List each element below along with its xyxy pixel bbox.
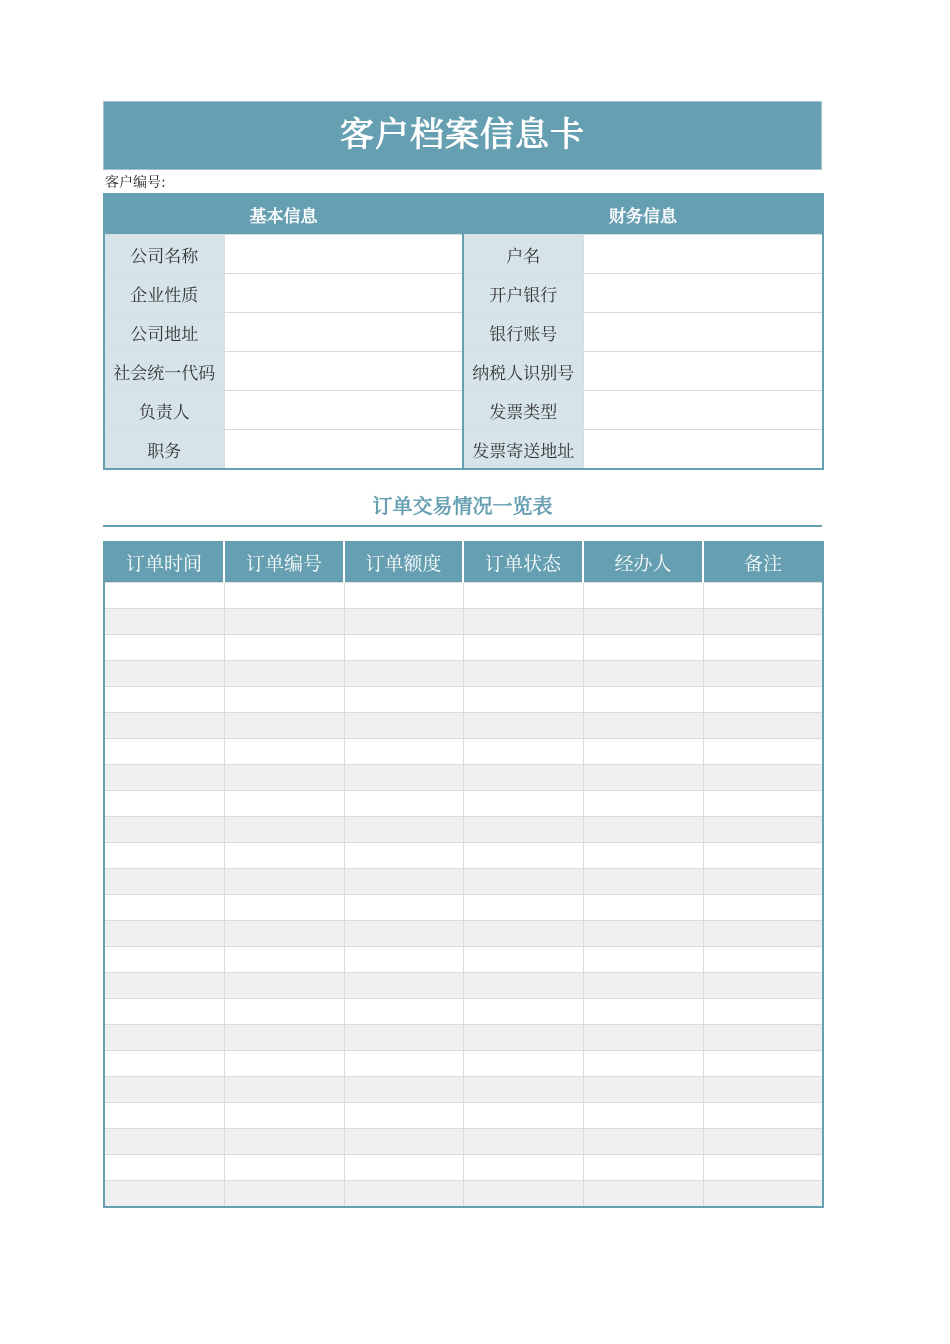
order-cell[interactable] [104,895,224,921]
order-cell[interactable] [463,713,583,739]
order-cell[interactable] [344,1025,463,1051]
finance-field-value-cell[interactable] [583,274,823,313]
order-cell[interactable] [703,921,823,947]
order-row [104,687,823,713]
order-cell[interactable] [104,713,224,739]
order-cell[interactable] [703,661,823,687]
order-cell[interactable] [104,1155,224,1181]
order-cell[interactable] [703,843,823,869]
order-cell[interactable] [344,1077,463,1103]
basic-field-label: 负责人 [104,391,224,430]
order-cell[interactable] [104,869,224,895]
info-row [104,391,823,430]
order-cell[interactable] [703,583,823,609]
order-cell[interactable] [224,635,344,661]
order-cell[interactable] [583,843,703,869]
orders-column-header: 经办人 [583,542,703,583]
order-cell[interactable] [583,1025,703,1051]
order-cell[interactable] [703,869,823,895]
order-cell[interactable] [703,713,823,739]
order-cell[interactable] [463,739,583,765]
order-cell[interactable] [104,1103,224,1129]
order-cell[interactable] [463,999,583,1025]
order-cell[interactable] [463,609,583,635]
customer-number-label: 客户编号: [105,175,166,191]
order-cell[interactable] [224,1051,344,1077]
basic-field-value-cell[interactable] [224,274,463,313]
order-cell[interactable] [104,1051,224,1077]
order-cell[interactable] [344,817,463,843]
order-cell[interactable] [224,1129,344,1155]
order-cell[interactable] [703,947,823,973]
order-row [104,843,823,869]
order-cell[interactable] [344,999,463,1025]
orders-table [103,541,824,1208]
order-cell[interactable] [463,1025,583,1051]
order-cell[interactable] [583,739,703,765]
order-cell[interactable] [703,1051,823,1077]
basic-field-value-cell[interactable] [224,391,463,430]
order-cell[interactable] [104,609,224,635]
finance-field-label: 户名 [463,235,583,274]
order-cell[interactable] [463,583,583,609]
order-row [104,869,823,895]
order-cell[interactable] [224,921,344,947]
order-row [104,635,823,661]
order-cell[interactable] [583,1181,703,1208]
order-cell[interactable] [224,973,344,999]
order-cell[interactable] [463,973,583,999]
order-cell[interactable] [583,583,703,609]
order-cell[interactable] [344,921,463,947]
order-cell[interactable] [344,713,463,739]
order-cell[interactable] [224,947,344,973]
order-row [104,999,823,1025]
finance-field-value-cell[interactable] [583,391,823,430]
order-row [104,609,823,635]
order-cell[interactable] [344,739,463,765]
order-cell[interactable] [104,843,224,869]
order-cell[interactable] [224,1155,344,1181]
order-cell[interactable] [104,999,224,1025]
order-cell[interactable] [703,999,823,1025]
order-cell[interactable] [703,1077,823,1103]
order-cell[interactable] [224,895,344,921]
order-cell[interactable] [344,609,463,635]
info-row [104,430,823,470]
orders-column-header: 订单时间 [104,542,224,583]
order-cell[interactable] [104,739,224,765]
order-cell[interactable] [583,895,703,921]
order-cell[interactable] [583,999,703,1025]
order-cell[interactable] [583,947,703,973]
finance-field-label: 开户银行 [463,274,583,313]
order-cell[interactable] [703,687,823,713]
finance-field-value-cell[interactable] [583,235,823,274]
order-cell[interactable] [463,635,583,661]
order-cell[interactable] [703,1129,823,1155]
order-cell[interactable] [463,1155,583,1181]
orders-column-header: 订单编号 [224,542,344,583]
order-row [104,947,823,973]
customer-profile-sheet [103,101,822,1208]
order-cell[interactable] [703,609,823,635]
order-cell[interactable] [583,1155,703,1181]
order-cell[interactable] [583,921,703,947]
order-row [104,1103,823,1129]
order-cell[interactable] [703,817,823,843]
order-cell[interactable] [344,1129,463,1155]
order-cell[interactable] [583,1103,703,1129]
sheet-title: 客户档案信息卡 [103,101,822,170]
order-row [104,895,823,921]
order-cell[interactable] [224,713,344,739]
basic-field-label: 公司地址 [104,313,224,352]
order-cell[interactable] [463,1103,583,1129]
order-cell[interactable] [344,973,463,999]
order-cell[interactable] [583,817,703,843]
info-row [104,235,823,274]
order-cell[interactable] [344,661,463,687]
basic-field-label: 公司名称 [104,235,224,274]
finance-field-value-cell[interactable] [583,313,823,352]
order-cell[interactable] [344,635,463,661]
order-row [104,661,823,687]
order-cell[interactable] [344,765,463,791]
order-cell[interactable] [344,1103,463,1129]
order-cell[interactable] [703,739,823,765]
finance-field-label: 银行账号 [463,313,583,352]
info-row [104,352,823,391]
order-cell[interactable] [344,869,463,895]
order-cell[interactable] [463,1129,583,1155]
order-cell[interactable] [703,1103,823,1129]
order-cell[interactable] [104,921,224,947]
order-cell[interactable] [344,1155,463,1181]
order-cell[interactable] [463,869,583,895]
order-cell[interactable] [104,973,224,999]
order-cell[interactable] [224,791,344,817]
order-cell[interactable] [224,1025,344,1051]
order-cell[interactable] [463,843,583,869]
order-cell[interactable] [224,765,344,791]
order-cell[interactable] [703,635,823,661]
order-row [104,713,823,739]
order-row [104,765,823,791]
order-cell[interactable] [104,583,224,609]
orders-column-header: 订单状态 [463,542,583,583]
order-row [104,1129,823,1155]
order-cell[interactable] [224,661,344,687]
order-cell[interactable] [463,791,583,817]
order-cell[interactable] [703,973,823,999]
order-cell[interactable] [463,1051,583,1077]
order-cell[interactable] [224,687,344,713]
finance-info-header: 财务信息 [463,194,823,235]
orders-column-header: 备注 [703,542,823,583]
order-cell[interactable] [224,843,344,869]
order-row [104,1155,823,1181]
order-cell[interactable] [463,1181,583,1208]
order-row [104,1051,823,1077]
order-cell[interactable] [344,583,463,609]
order-cell[interactable] [104,1025,224,1051]
order-row [104,1025,823,1051]
order-cell[interactable] [583,1051,703,1077]
order-cell[interactable] [104,1129,224,1155]
order-row [104,583,823,609]
orders-column-header: 订单额度 [344,542,463,583]
order-cell[interactable] [224,739,344,765]
order-cell[interactable] [583,713,703,739]
basic-field-value-cell[interactable] [224,235,463,274]
order-cell[interactable] [224,1077,344,1103]
order-row [104,1077,823,1103]
basic-field-value-cell[interactable] [224,430,463,470]
finance-field-label: 纳税人识别号 [463,352,583,391]
order-cell[interactable] [463,1077,583,1103]
order-cell[interactable] [463,765,583,791]
order-row [104,1181,823,1208]
order-cell[interactable] [104,817,224,843]
order-cell[interactable] [463,947,583,973]
basic-field-value-cell[interactable] [224,313,463,352]
order-row [104,921,823,947]
order-cell[interactable] [224,999,344,1025]
order-cell[interactable] [344,1051,463,1077]
order-cell[interactable] [703,765,823,791]
order-row [104,973,823,999]
order-cell[interactable] [224,583,344,609]
order-cell[interactable] [583,609,703,635]
order-row [104,739,823,765]
order-cell[interactable] [344,1181,463,1208]
order-cell[interactable] [703,791,823,817]
order-cell[interactable] [583,869,703,895]
order-cell[interactable] [583,1129,703,1155]
order-cell[interactable] [344,791,463,817]
finance-field-label: 发票寄送地址 [463,430,583,470]
basic-field-label: 职务 [104,430,224,470]
order-cell[interactable] [104,791,224,817]
order-cell[interactable] [703,1025,823,1051]
order-cell[interactable] [344,895,463,921]
order-cell[interactable] [104,1077,224,1103]
order-cell[interactable] [224,1181,344,1208]
basic-field-label: 企业性质 [104,274,224,313]
order-cell[interactable] [104,765,224,791]
basic-field-value-cell[interactable] [224,352,463,391]
order-cell[interactable] [703,1181,823,1208]
info-row [104,274,823,313]
order-cell[interactable] [703,895,823,921]
order-cell[interactable] [463,817,583,843]
orders-section-title: 订单交易情况一览表 [103,470,822,527]
order-cell[interactable] [104,687,224,713]
order-cell[interactable] [224,1103,344,1129]
info-row [104,313,823,352]
order-cell[interactable] [344,843,463,869]
finance-field-label: 发票类型 [463,391,583,430]
order-cell[interactable] [104,635,224,661]
order-cell[interactable] [583,635,703,661]
order-cell[interactable] [104,661,224,687]
order-cell[interactable] [583,765,703,791]
order-cell[interactable] [104,1181,224,1208]
order-cell[interactable] [463,921,583,947]
order-cell[interactable] [463,895,583,921]
basic-field-label: 社会统一代码 [104,352,224,391]
order-cell[interactable] [463,661,583,687]
order-cell[interactable] [224,817,344,843]
order-cell[interactable] [104,947,224,973]
order-cell[interactable] [583,687,703,713]
order-cell[interactable] [344,947,463,973]
order-cell[interactable] [224,869,344,895]
info-table [103,193,824,470]
order-cell[interactable] [703,1155,823,1181]
order-cell[interactable] [224,609,344,635]
finance-field-value-cell[interactable] [583,430,823,470]
order-cell[interactable] [344,687,463,713]
order-row [104,791,823,817]
order-row [104,817,823,843]
finance-field-value-cell[interactable] [583,352,823,391]
basic-info-header: 基本信息 [104,194,463,235]
order-cell[interactable] [583,973,703,999]
order-cell[interactable] [583,661,703,687]
order-cell[interactable] [583,1077,703,1103]
order-cell[interactable] [583,791,703,817]
order-cell[interactable] [463,687,583,713]
